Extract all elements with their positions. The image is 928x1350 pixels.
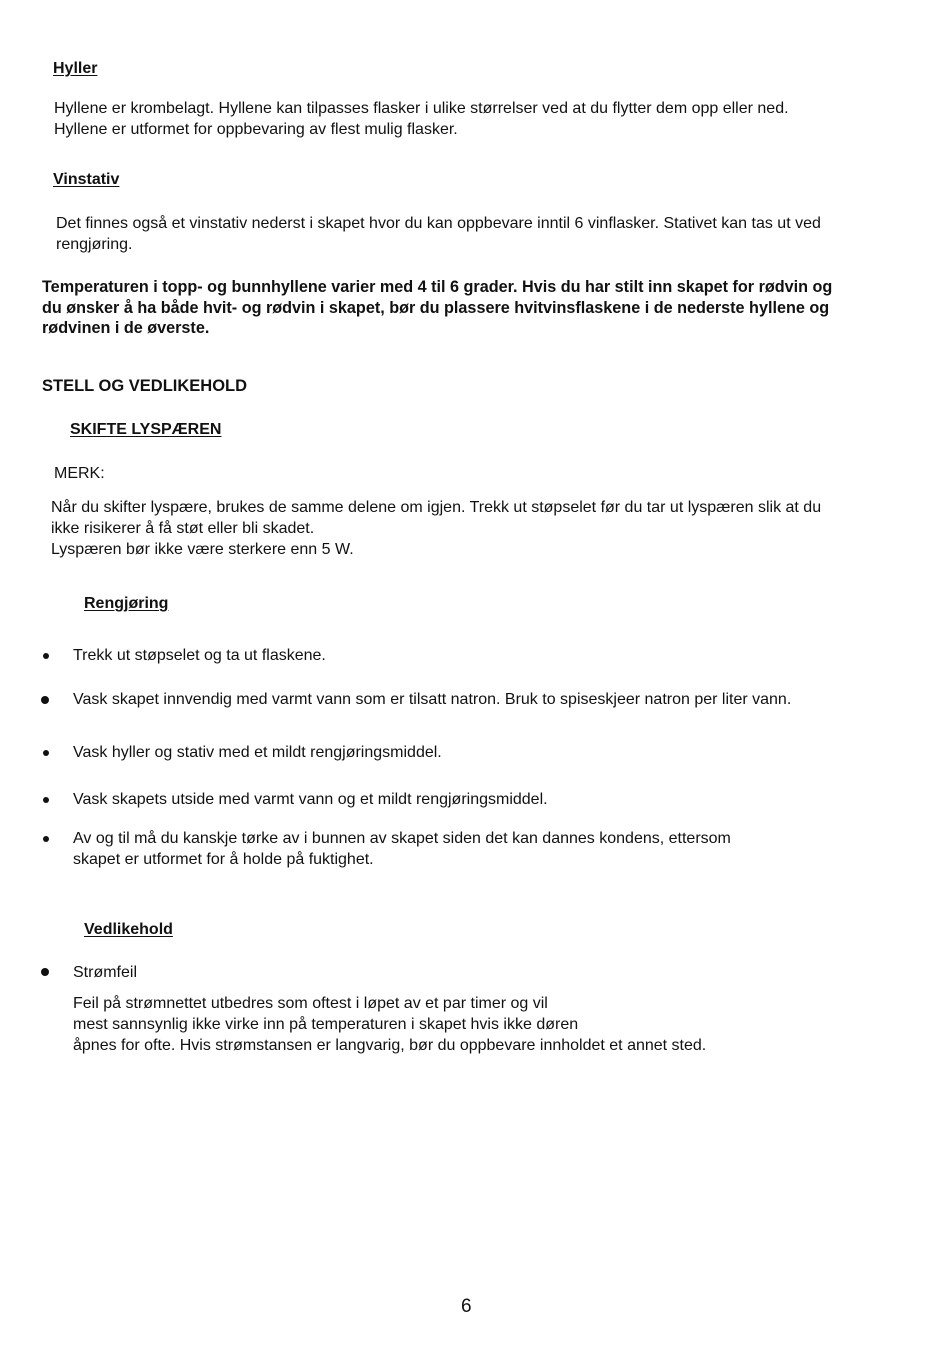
bullet-icon [43, 653, 49, 659]
heading-vedlikehold: Vedlikehold [84, 921, 173, 938]
paragraph-line: Det finnes også et vinstativ nederst i skapet hvor du kan oppbevare inntil 6 vinflasker. Stativet kan tas ut ved [56, 215, 821, 232]
paragraph-vinstativ [56, 213, 916, 255]
list-item-text [73, 742, 893, 763]
paragraph-line: Hyllene er krombelagt. Hyllene kan tilpasses flasker i ulike størrelser ved at du flytter dem opp eller ned. [54, 100, 789, 117]
paragraph-line: Temperaturen i topp- og bunnhyllene varier med 4 til 6 grader. Hvis du har stilt inn skapet for rødvin og [42, 278, 833, 296]
bullet-icon [41, 968, 49, 976]
temperature-note [42, 277, 922, 339]
heading-vinstativ: Vinstativ [53, 171, 120, 188]
list-item-text [73, 828, 893, 870]
list-item-line: Vask hyller og stativ med et mildt rengjøringsmiddel. [73, 744, 442, 761]
paragraph-line: rødvinen i de øverste. [42, 319, 210, 337]
list-item-text [73, 962, 893, 983]
bullet-icon [41, 696, 49, 704]
list-item-text [73, 645, 893, 666]
list-item-line: Vask skapet innvendig med varmt vann som er tilsatt natron. Bruk to spiseskjeer natron per liter vann. [73, 691, 792, 708]
heading-rengjoring: Rengjøring [84, 595, 169, 612]
section-title-stell: STELL OG VEDLIKEHOLD [42, 377, 248, 395]
paragraph-line: ikke risikerer å få støt eller bli skadet. [51, 520, 315, 537]
merk-label: MERK: [54, 465, 105, 482]
heading-skifte-lysparen: SKIFTE LYSPÆREN [70, 421, 222, 438]
bullet-icon [43, 750, 49, 756]
paragraph-line: Hyllene er utformet for oppbevaring av flest mulig flasker. [54, 121, 458, 138]
paragraph-line: mest sannsynlig ikke virke inn på temperaturen i skapet hvis ikke døren [73, 1016, 579, 1033]
paragraph-skifte [51, 497, 921, 560]
paragraph-line: Lyspæren bør ikke være sterkere enn 5 W. [51, 541, 354, 558]
list-item-line: Trekk ut støpselet og ta ut flaskene. [73, 647, 326, 664]
heading-hyller: Hyller [53, 60, 98, 77]
list-item-line: skapet er utformet for å holde på fuktighet. [73, 851, 374, 868]
bullet-icon [43, 797, 49, 803]
page-number: 6 [461, 1296, 472, 1317]
paragraph-line: åpnes for ofte. Hvis strømstansen er langvarig, bør du oppbevare innholdet et annet sted. [73, 1037, 707, 1054]
paragraph-line: du ønsker å ha både hvit- og rødvin i skapet, bør du plassere hvitvinsflaskene i de nederste hyllene og [42, 298, 830, 317]
list-item-text [73, 689, 893, 710]
paragraph-line: Når du skifter lyspære, brukes de samme delene om igjen. Trekk ut støpselet før du tar ut lyspæren slik at du [51, 499, 822, 516]
list-item-line: Av og til må du kanskje tørke av i bunnen av skapet siden det kan dannes kondens, ettersom [73, 830, 731, 847]
paragraph-line: rengjøring. [56, 236, 133, 253]
paragraph-hyller [54, 98, 914, 140]
bullet-icon [43, 836, 49, 842]
paragraph-stromfeil [73, 993, 903, 1056]
paragraph-line: Feil på strømnettet utbedres som oftest i løpet av et par timer og vil [73, 995, 548, 1012]
list-item-text [73, 789, 893, 810]
list-item-line: Vask skapets utside med varmt vann og et mildt rengjøringsmiddel. [73, 791, 548, 808]
list-item-title: Strømfeil [73, 964, 137, 981]
